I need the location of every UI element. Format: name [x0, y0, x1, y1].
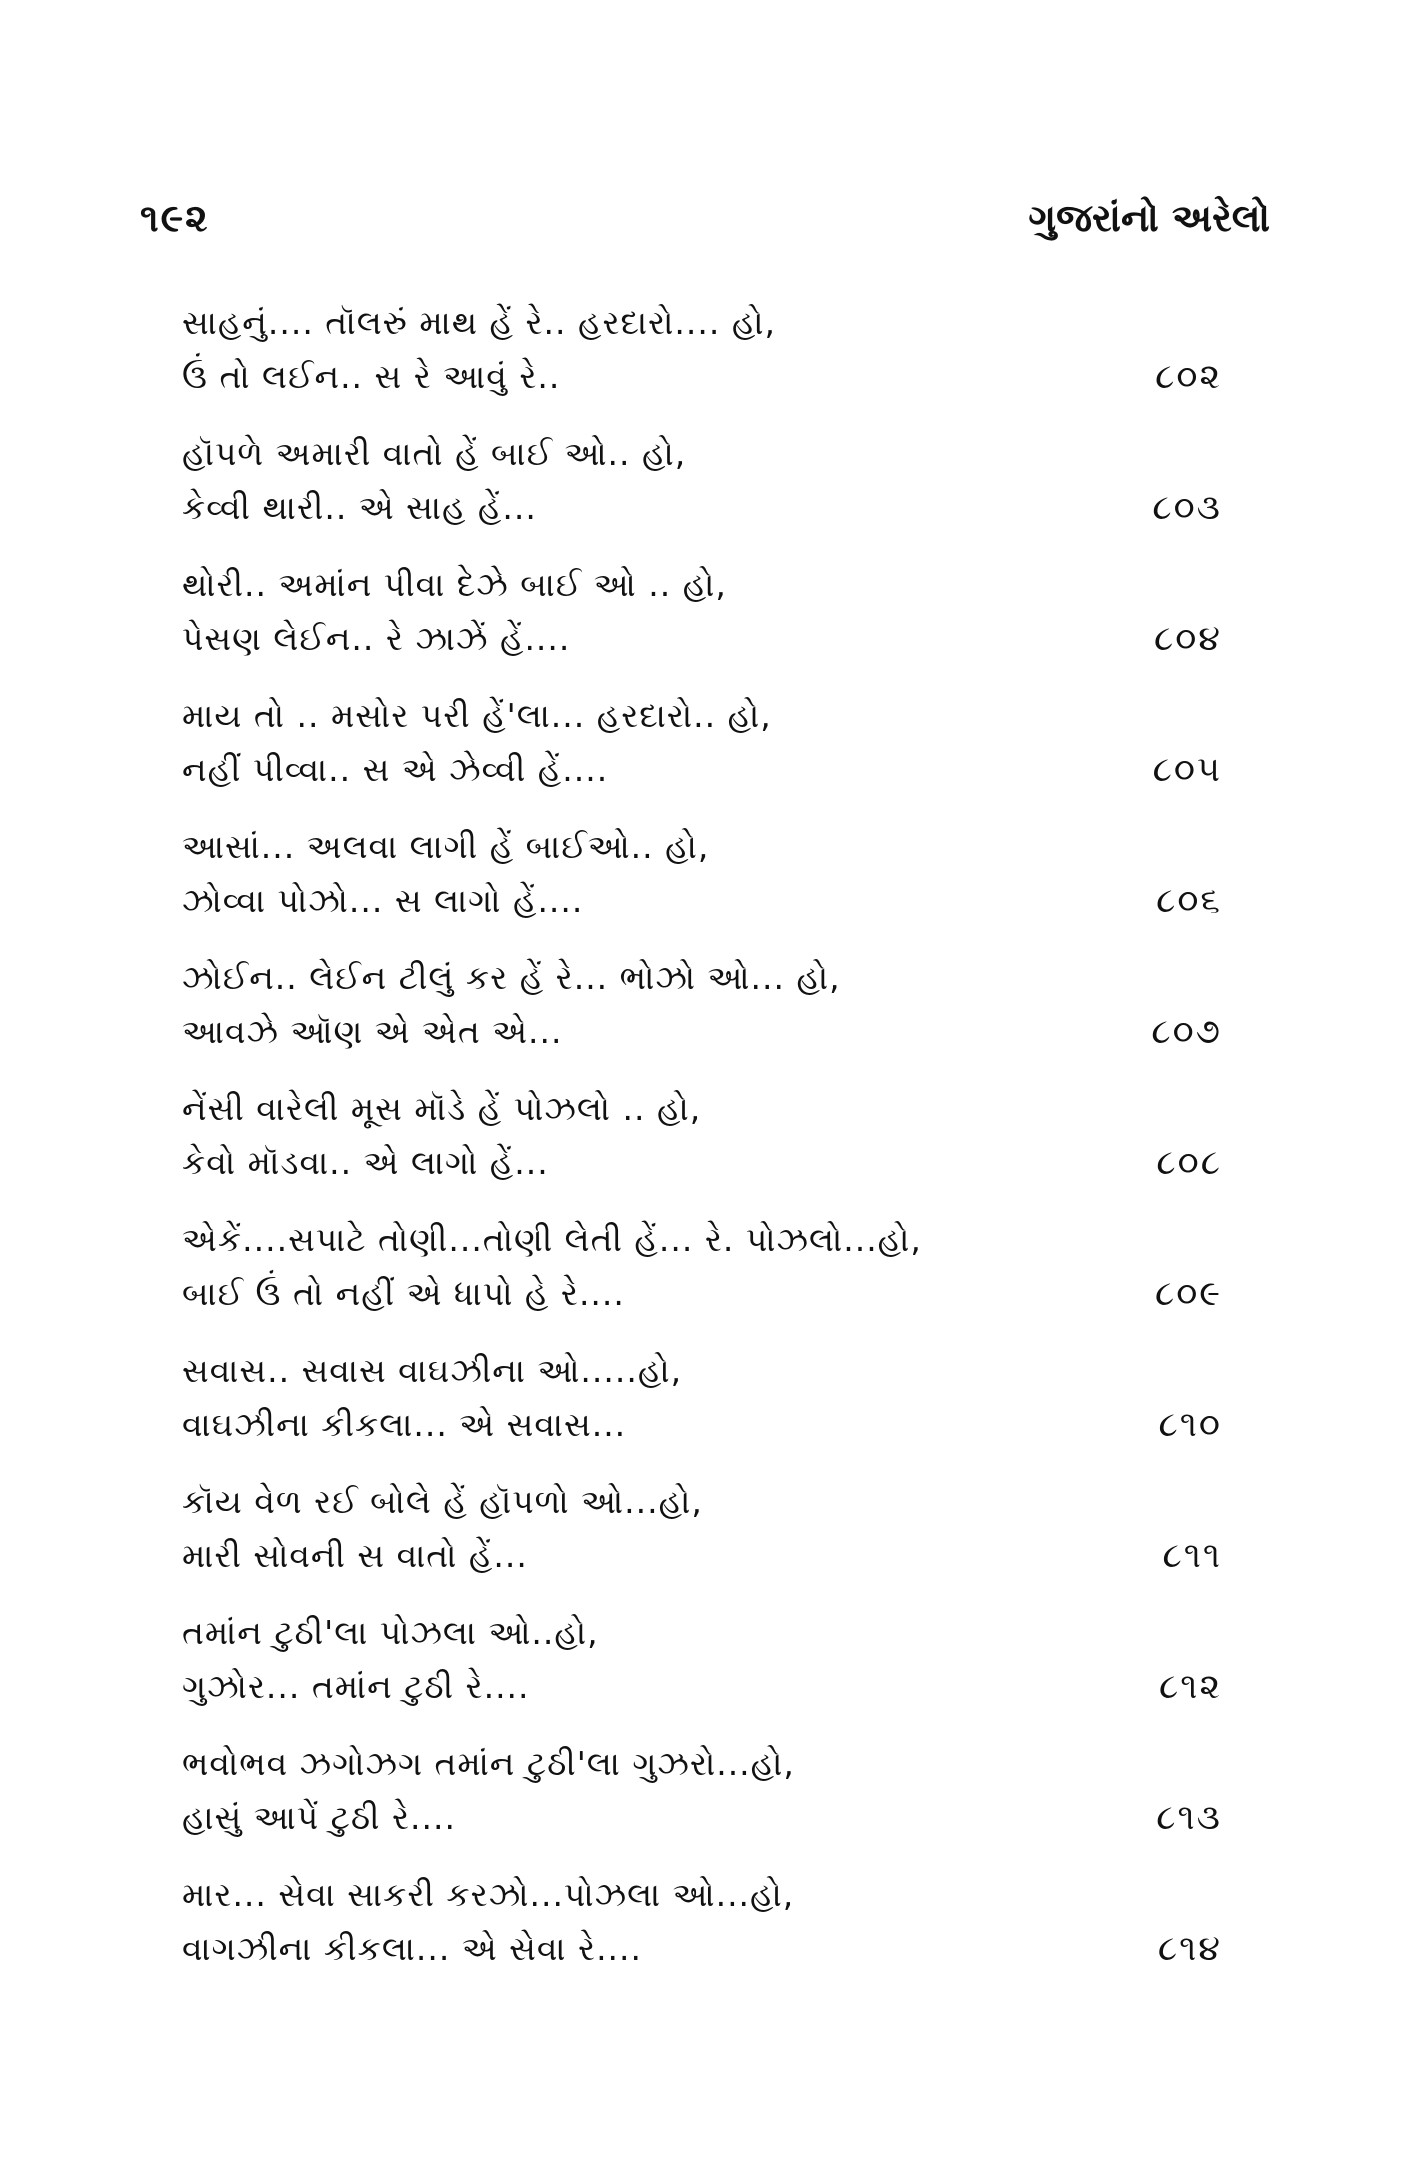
verse-line: ઝોઈન.. લેઈન ટીલું કર હેં રે... ભોઝો ઓ... હો,	[182, 958, 841, 997]
verse-line: ઉં તો લઈન.. સ રે આવું રે..	[182, 357, 561, 396]
verse-line: કૉય વેળ રઈ બોલે હેં હૉપળો ઓ...હો,	[182, 1482, 703, 1521]
stanza	[182, 1868, 1222, 1999]
verse-line: ભવોભવ ઝગોઝગ તમાંન ટુઠી'લા ગુઝરો...હો,	[182, 1744, 795, 1783]
verse-line: નેંસી વારેલી મૂસ મૉડે હેં પોઝલો .. હો,	[182, 1089, 702, 1128]
running-title: ગુજરાંનો અરેલો	[1028, 196, 1270, 240]
verse-line: સાહનું.... તૉલરું માથ હેં રે.. હરદારો.... હો,	[182, 303, 777, 342]
verse-line: ગુઝોર... તમાંન ટુઠી રે....	[182, 1667, 530, 1706]
verse-line: નહીં પીવ્વા.. સ એ ઝેવ્વી હેં....	[182, 750, 609, 789]
verse-number: ૮૧૨	[1159, 1667, 1222, 1707]
verse-number: ૮૦૫	[1152, 750, 1222, 790]
stanza	[182, 689, 1222, 820]
page-number: ૧૯૨	[140, 196, 210, 240]
verse-line: મારી સોવની સ વાતો હેં...	[182, 1536, 528, 1575]
verse-number: ૮૦૯	[1154, 1274, 1222, 1314]
verse-number: ૮૧૧	[1162, 1536, 1222, 1576]
verse-number: ૮૦૭	[1151, 1012, 1222, 1052]
stanza	[182, 296, 1222, 427]
verse-number: ૮૦૮	[1156, 1143, 1222, 1183]
verse-number: ૮૧૦	[1158, 1405, 1222, 1445]
verse-line: બાઈ ઉં તો નહીં એ ધાપો હે રે....	[182, 1274, 625, 1313]
verse-number: ૮૦૪	[1153, 619, 1222, 659]
verse-number: ૮૦૬	[1156, 881, 1222, 921]
verse-list	[182, 296, 1222, 1999]
verse-line: કેવ્વી થારી.. એ સાહ હેં...	[182, 488, 537, 527]
verse-number: ૮૦૩	[1152, 488, 1222, 528]
verse-line: માર... સેવા સાકરી કરઝો...પોઝલા ઓ...હો,	[182, 1875, 795, 1914]
stanza	[182, 1475, 1222, 1606]
stanza	[182, 427, 1222, 558]
stanza	[182, 951, 1222, 1082]
verse-line: આસાં... અલવા લાગી હેં બાઈઓ.. હો,	[182, 827, 710, 866]
page-header	[140, 196, 1270, 256]
stanza	[182, 1606, 1222, 1737]
verse-line: આવઝે ઑણ એ એત એ...	[182, 1012, 563, 1051]
stanza	[182, 1082, 1222, 1213]
stanza	[182, 1737, 1222, 1868]
verse-number: ૮૧૩	[1156, 1798, 1222, 1838]
verse-line: હાસું આપેં ટુઠી રે....	[182, 1798, 457, 1837]
verse-number: ૮૦૨	[1155, 357, 1222, 397]
stanza	[182, 558, 1222, 689]
verse-line: એકેં....સપાટે તોણી...તોણી લેતી હેં... રે. પોઝલો...હો,	[182, 1220, 922, 1259]
verse-line: માય તો .. મસોર પરી હેં'લા... હરદારો.. હો,	[182, 696, 772, 735]
verse-line: હૉપળે અમારી વાતો હેં બાઈ ઓ.. હો,	[182, 434, 687, 473]
verse-line: કેવો મૉડવા.. એ લાગો હેં...	[182, 1143, 549, 1182]
verse-line: તમાંન ટુઠી'લા પોઝલા ઓ..હો,	[182, 1613, 599, 1652]
stanza	[182, 1213, 1222, 1344]
verse-line: ઝોવ્વા પોઝો... સ લાગો હેં....	[182, 881, 584, 920]
verse-line: વાઘઝીના કીકલા... એ સવાસ...	[182, 1405, 627, 1444]
stanza	[182, 820, 1222, 951]
verse-line: વાગઝીના કીકલા... એ સેવા રે....	[182, 1929, 643, 1968]
verse-line: થોરી.. અમાંન પીવા દેઝે બાઈ ઓ .. હો,	[182, 565, 727, 604]
verse-number: ૮૧૪	[1157, 1929, 1222, 1969]
verse-line: પેસણ લેઈન.. રે ઝાઝેં હેં....	[182, 619, 571, 658]
verse-line: સવાસ.. સવાસ વાઘઝીના ઓ.....હો,	[182, 1351, 683, 1390]
stanza	[182, 1344, 1222, 1475]
